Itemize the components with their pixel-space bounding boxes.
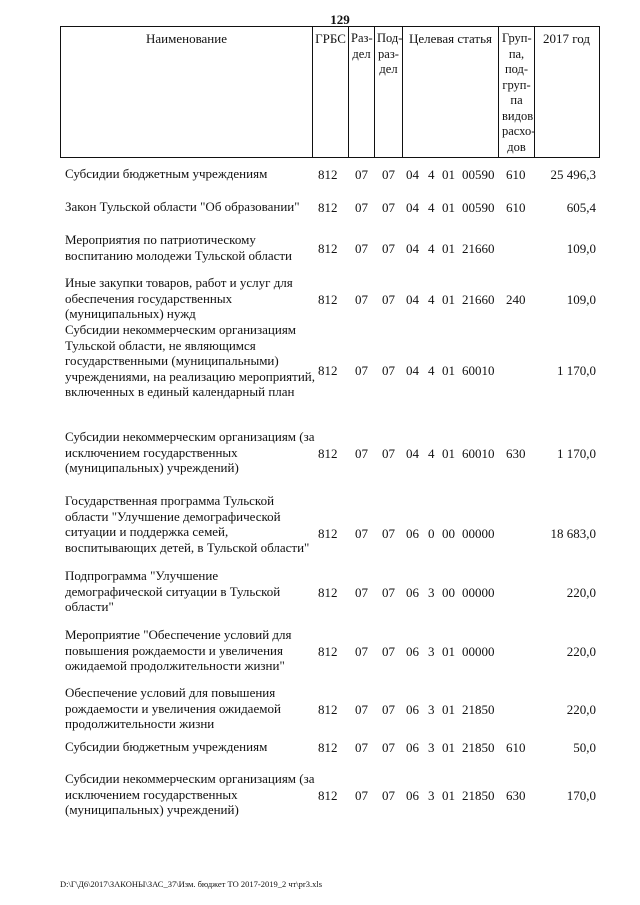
row-t3: 00 xyxy=(442,585,455,600)
row-t3: 00 xyxy=(442,526,455,541)
row-grbs: 812 xyxy=(318,446,338,461)
row-t1: 04 xyxy=(406,167,419,182)
header-target-article: Целевая статья xyxy=(403,27,499,157)
table-row xyxy=(60,275,600,325)
row-podrazdel: 07 xyxy=(382,740,395,755)
row-t1: 06 xyxy=(406,526,419,541)
row-name: Мероприятия по патриотическому воспитанию молодежи Тульской области xyxy=(65,232,293,263)
row-t2: 3 xyxy=(428,740,435,755)
row-name: Субсидии некоммерческим организациям (за исключением государственных (муниципальных) учреждений) xyxy=(65,771,315,817)
row-amount: 220,0 xyxy=(566,702,596,717)
table-row xyxy=(60,429,600,479)
row-grbs: 812 xyxy=(318,526,338,541)
row-razdel: 07 xyxy=(355,241,368,256)
row-t3: 01 xyxy=(442,200,455,215)
row-name: Государственная программа Тульской области "Улучшение демографической ситуации и поддержка семей, воспитывающих детей, в Тульской области" xyxy=(65,493,310,555)
row-t4: 00590 xyxy=(462,200,495,215)
page-number: 129 xyxy=(330,12,350,27)
row-razdel: 07 xyxy=(355,292,368,307)
table-row xyxy=(60,568,600,618)
row-t4: 00000 xyxy=(462,644,495,659)
row-t3: 01 xyxy=(442,241,455,256)
row-t4: 21660 xyxy=(462,241,495,256)
header-expense-group: Груп- па, под- груп- па видов расхо- дов xyxy=(499,27,535,157)
row-t3: 01 xyxy=(442,740,455,755)
row-grbs: 812 xyxy=(318,702,338,717)
row-group: 630 xyxy=(506,788,526,803)
row-grbs: 812 xyxy=(318,292,338,307)
row-amount: 50,0 xyxy=(573,740,596,755)
table-row xyxy=(60,166,600,184)
row-podrazdel: 07 xyxy=(382,644,395,659)
row-podrazdel: 07 xyxy=(382,241,395,256)
row-amount: 220,0 xyxy=(566,585,596,600)
row-t2: 4 xyxy=(428,292,435,307)
row-grbs: 812 xyxy=(318,644,338,659)
row-t1: 04 xyxy=(406,446,419,461)
row-name: Субсидии бюджетным учреждениям xyxy=(65,739,268,754)
header-razdel: Раз- дел xyxy=(349,27,375,157)
row-name: Субсидии некоммерческим организациям Тульской области, не являющимся государственными (муниципальными) учреждениями, на реализацию мероприятий, включенных в единый календарный план xyxy=(65,322,316,399)
row-t3: 01 xyxy=(442,292,455,307)
row-razdel: 07 xyxy=(355,363,368,378)
row-razdel: 07 xyxy=(355,446,368,461)
row-podrazdel: 07 xyxy=(382,363,395,378)
header-grbs: ГРБС xyxy=(313,27,349,157)
row-t2: 3 xyxy=(428,585,435,600)
row-t1: 06 xyxy=(406,740,419,755)
row-t4: 60010 xyxy=(462,446,495,461)
row-razdel: 07 xyxy=(355,526,368,541)
row-grbs: 812 xyxy=(318,363,338,378)
row-t3: 01 xyxy=(442,644,455,659)
row-t1: 04 xyxy=(406,200,419,215)
row-t2: 4 xyxy=(428,200,435,215)
row-grbs: 812 xyxy=(318,167,338,182)
row-razdel: 07 xyxy=(355,788,368,803)
row-grbs: 812 xyxy=(318,788,338,803)
row-razdel: 07 xyxy=(355,585,368,600)
row-grbs: 812 xyxy=(318,585,338,600)
row-t2: 3 xyxy=(428,788,435,803)
row-t1: 04 xyxy=(406,363,419,378)
row-name: Мероприятие "Обеспечение условий для повышения рождаемости и увеличения ожидаемой продолжительности жизни" xyxy=(65,627,292,673)
row-razdel: 07 xyxy=(355,644,368,659)
row-amount: 170,0 xyxy=(566,788,596,803)
row-name: Иные закупки товаров, работ и услуг для обеспечения государственных (муниципальных) нужд xyxy=(65,275,293,321)
row-t2: 4 xyxy=(428,167,435,182)
row-t2: 0 xyxy=(428,526,435,541)
row-name: Закон Тульской области "Об образовании" xyxy=(65,199,300,214)
row-grbs: 812 xyxy=(318,241,338,256)
row-t1: 06 xyxy=(406,788,419,803)
row-group: 610 xyxy=(506,740,526,755)
row-t2: 3 xyxy=(428,644,435,659)
table-row xyxy=(60,685,600,735)
row-t4: 21660 xyxy=(462,292,495,307)
row-razdel: 07 xyxy=(355,200,368,215)
row-group: 240 xyxy=(506,292,526,307)
table-row xyxy=(60,739,600,757)
row-podrazdel: 07 xyxy=(382,167,395,182)
row-podrazdel: 07 xyxy=(382,526,395,541)
row-razdel: 07 xyxy=(355,740,368,755)
row-amount: 25 496,3 xyxy=(550,167,596,182)
table-header xyxy=(60,26,600,158)
row-t4: 21850 xyxy=(462,702,495,717)
table-row xyxy=(60,232,600,266)
header-name: Наименование xyxy=(61,27,313,157)
row-name: Подпрограмма "Улучшение демографической ситуации в Тульской области" xyxy=(65,568,281,614)
row-t2: 3 xyxy=(428,702,435,717)
table-row xyxy=(60,627,600,677)
table-row xyxy=(60,771,600,821)
row-t3: 01 xyxy=(442,702,455,717)
row-t2: 4 xyxy=(428,241,435,256)
row-name: Субсидии бюджетным учреждениям xyxy=(65,166,268,181)
row-group: 610 xyxy=(506,200,526,215)
row-t4: 00000 xyxy=(462,526,495,541)
row-t3: 01 xyxy=(442,167,455,182)
row-t3: 01 xyxy=(442,363,455,378)
table-row xyxy=(60,322,600,420)
row-t1: 06 xyxy=(406,585,419,600)
row-t4: 60010 xyxy=(462,363,495,378)
header-year: 2017 год xyxy=(543,31,590,46)
row-podrazdel: 07 xyxy=(382,292,395,307)
row-t1: 04 xyxy=(406,241,419,256)
row-t1: 04 xyxy=(406,292,419,307)
row-podrazdel: 07 xyxy=(382,702,395,717)
row-t4: 00590 xyxy=(462,167,495,182)
row-podrazdel: 07 xyxy=(382,200,395,215)
row-podrazdel: 07 xyxy=(382,585,395,600)
row-t1: 06 xyxy=(406,702,419,717)
row-t1: 06 xyxy=(406,644,419,659)
row-grbs: 812 xyxy=(318,200,338,215)
row-name: Субсидии некоммерческим организациям (за исключением государственных (муниципальных) учреждений) xyxy=(65,429,315,475)
row-t3: 01 xyxy=(442,446,455,461)
row-t4: 00000 xyxy=(462,585,495,600)
row-amount: 220,0 xyxy=(566,644,596,659)
row-group: 630 xyxy=(506,446,526,461)
row-grbs: 812 xyxy=(318,740,338,755)
row-t4: 21850 xyxy=(462,788,495,803)
table-row xyxy=(60,199,600,217)
footer-file-path: D:\Г\Д6\2017\ЗАКОНЫ\ЗАС_37\Изм. бюджет ТО 2017-2019_2 чт\pr3.xls xyxy=(60,879,323,889)
row-t3: 01 xyxy=(442,788,455,803)
row-amount: 1 170,0 xyxy=(557,446,596,461)
row-podrazdel: 07 xyxy=(382,788,395,803)
row-razdel: 07 xyxy=(355,167,368,182)
row-t4: 21850 xyxy=(462,740,495,755)
row-podrazdel: 07 xyxy=(382,446,395,461)
row-amount: 109,0 xyxy=(566,292,596,307)
row-t2: 4 xyxy=(428,446,435,461)
row-amount: 1 170,0 xyxy=(557,363,596,378)
row-t2: 4 xyxy=(428,363,435,378)
row-amount: 18 683,0 xyxy=(550,526,596,541)
row-razdel: 07 xyxy=(355,702,368,717)
row-amount: 605,4 xyxy=(566,200,596,215)
row-name: Обеспечение условий для повышения рождаемости и увеличения ожидаемой продолжительности жизни xyxy=(65,685,281,731)
row-group: 610 xyxy=(506,167,526,182)
row-amount: 109,0 xyxy=(566,241,596,256)
header-podrazdel: Под- раз- дел xyxy=(375,27,403,157)
table-row xyxy=(60,493,600,575)
